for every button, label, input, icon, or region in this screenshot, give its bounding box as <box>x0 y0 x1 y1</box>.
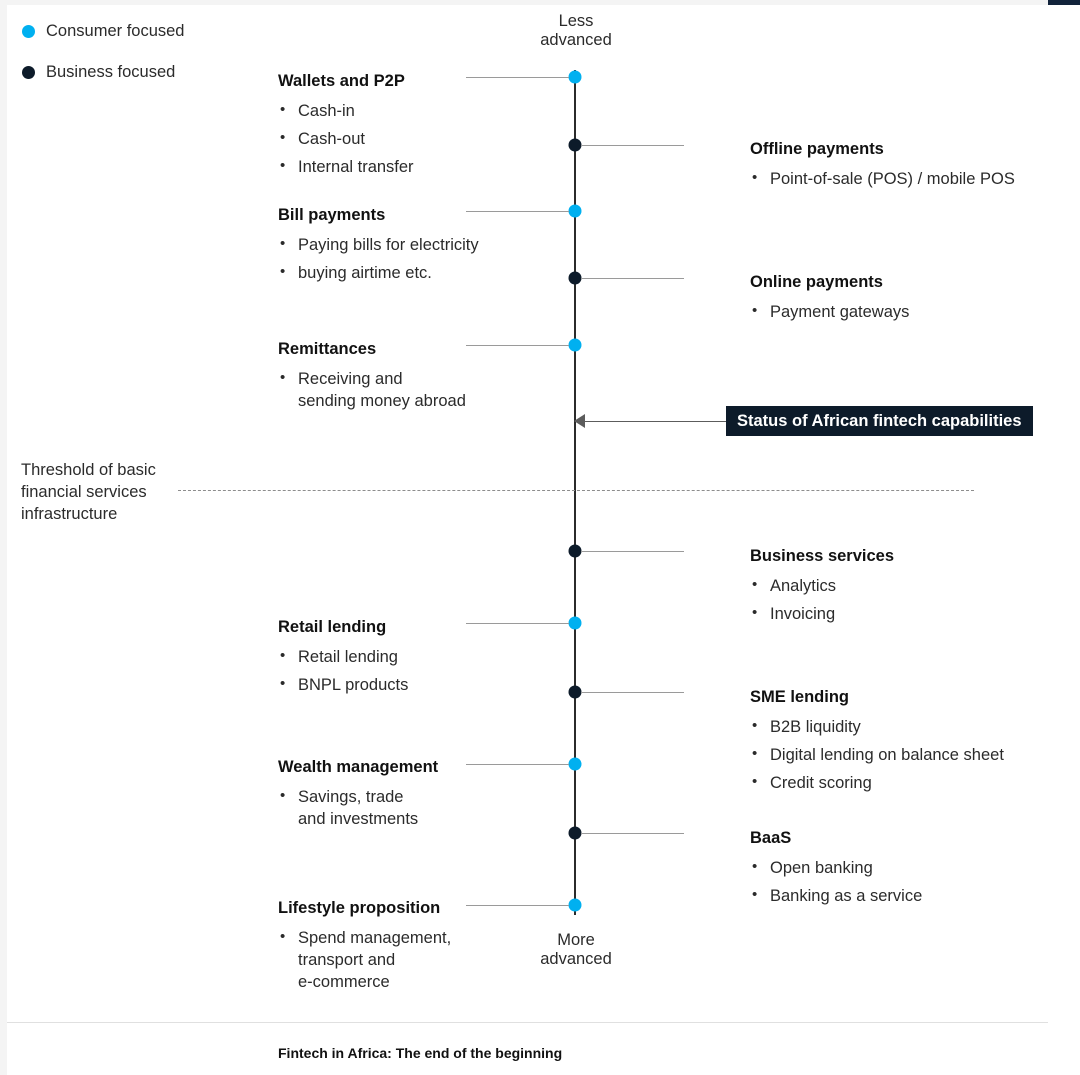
item-offline-payments <box>750 140 1050 196</box>
item-bullets-wealth-management <box>278 786 508 830</box>
item-title-retail-lending: Retail lending <box>278 618 387 636</box>
item-title-wallets-and-p2p: Wallets and P2P <box>278 72 405 90</box>
item-lifestyle-proposition <box>278 899 508 999</box>
connector-business-services <box>581 551 684 552</box>
bullet-line: Savings, trade <box>298 788 404 806</box>
node-dot-retail-lending[interactable] <box>569 617 582 630</box>
item-title-offline-payments: Offline payments <box>750 140 884 158</box>
footer-caption: Fintech in Africa: The end of the beginning <box>278 1045 563 1061</box>
item-bill-payments <box>278 206 508 290</box>
legend-label-business: Business focused <box>46 62 176 81</box>
bullet: • Cash-in <box>278 100 488 122</box>
bullet <box>278 368 508 412</box>
bullet-line: Receiving and <box>298 370 403 388</box>
item-title-online-payments: Online payments <box>750 273 883 291</box>
node-dot-bill-payments[interactable] <box>569 205 582 218</box>
business-dot-icon <box>22 66 35 79</box>
bullet: • buying airtime etc. <box>278 262 508 284</box>
connector-online-payments <box>581 278 684 279</box>
legend <box>22 18 185 100</box>
bullet: • Digital lending on balance sheet <box>750 744 1060 766</box>
connector-sme-lending <box>581 692 684 693</box>
node-dot-offline-payments[interactable] <box>569 139 582 152</box>
bullet <box>278 786 508 830</box>
axis-bottom-label-line2: advanced <box>540 950 612 968</box>
bullet: • Open banking <box>750 857 1050 879</box>
legend-item-consumer <box>22 18 185 44</box>
threshold-label-line1: Threshold of basic <box>21 461 156 479</box>
bullet: • B2B liquidity <box>750 716 1060 738</box>
item-bullets-retail-lending <box>278 646 508 696</box>
bullet: • Cash-out <box>278 128 488 150</box>
node-dot-wallets-and-p2p[interactable] <box>569 71 582 84</box>
status-callout-badge <box>726 406 1033 436</box>
item-bullets-remittances <box>278 368 508 412</box>
item-title-wealth-management: Wealth management <box>278 758 439 776</box>
item-wallets-and-p2p <box>278 72 488 184</box>
threshold-dashed-line <box>178 490 974 491</box>
item-title-sme-lending: SME lending <box>750 688 849 706</box>
item-bullets-wallets-and-p2p <box>278 100 488 178</box>
item-title-baas: BaaS <box>750 829 792 847</box>
item-remittances <box>278 340 508 418</box>
node-dot-remittances[interactable] <box>569 339 582 352</box>
item-business-services <box>750 547 1050 631</box>
item-title-bill-payments: Bill payments <box>278 206 386 224</box>
connector-baas <box>581 833 684 834</box>
item-baas <box>750 829 1050 913</box>
item-sme-lending <box>750 688 1060 800</box>
bullet: • BNPL products <box>278 674 508 696</box>
threshold-label <box>21 459 181 525</box>
axis-top-label <box>506 12 646 50</box>
bullet-line: transport and <box>298 951 396 969</box>
bullet: • Invoicing <box>750 603 1050 625</box>
callout-arrow-icon <box>574 414 585 428</box>
bullet: • Banking as a service <box>750 885 1050 907</box>
bullet-line: sending money abroad <box>298 392 466 410</box>
bullet: • Credit scoring <box>750 772 1060 794</box>
bullet: • Analytics <box>750 575 1050 597</box>
axis-top-label-line2: advanced <box>540 31 612 49</box>
node-dot-online-payments[interactable] <box>569 272 582 285</box>
item-online-payments <box>750 273 1050 329</box>
item-bullets-lifestyle-proposition <box>278 927 508 993</box>
node-dot-sme-lending[interactable] <box>569 686 582 699</box>
item-bullets-bill-payments <box>278 234 508 284</box>
status-callout-label: Status of African fintech capabilities <box>737 411 1022 430</box>
axis-top-label-line1: Less <box>558 12 594 30</box>
legend-label-consumer: Consumer focused <box>46 21 185 40</box>
item-bullets-baas <box>750 857 1050 907</box>
bullet: • Retail lending <box>278 646 508 668</box>
node-dot-wealth-management[interactable] <box>569 758 582 771</box>
connector-offline-payments <box>581 145 684 146</box>
threshold-label-line3: infrastructure <box>21 505 118 523</box>
node-dot-baas[interactable] <box>569 827 582 840</box>
item-bullets-online-payments <box>750 301 1050 323</box>
bullet: • Payment gateways <box>750 301 1050 323</box>
item-wealth-management <box>278 758 508 836</box>
item-title-business-services: Business services <box>750 547 895 565</box>
item-bullets-sme-lending <box>750 716 1060 794</box>
item-bullets-offline-payments <box>750 168 1050 190</box>
bullet: • Point-of-sale (POS) / mobile POS <box>750 168 1050 190</box>
footer-divider <box>7 1022 1048 1023</box>
node-dot-business-services[interactable] <box>569 545 582 558</box>
legend-item-business <box>22 59 185 85</box>
threshold-label-line2: financial services <box>21 483 147 501</box>
bullet: • Paying bills for electricity <box>278 234 508 256</box>
item-title-lifestyle-proposition: Lifestyle proposition <box>278 899 441 917</box>
bullet-line: e-commerce <box>298 973 390 991</box>
item-retail-lending <box>278 618 508 702</box>
node-dot-lifestyle-proposition[interactable] <box>569 899 582 912</box>
bullet <box>278 927 508 993</box>
callout-connector-line <box>584 421 726 422</box>
vertical-axis-line <box>574 70 576 915</box>
item-title-remittances: Remittances <box>278 340 377 358</box>
consumer-dot-icon <box>22 25 35 38</box>
bullet: • Internal transfer <box>278 156 488 178</box>
bullet-line: and investments <box>298 810 419 828</box>
item-bullets-business-services <box>750 575 1050 625</box>
axis-bottom-label-line1: More <box>557 931 595 949</box>
bullet-line: Spend management, <box>298 929 452 947</box>
axis-bottom-label <box>506 931 646 969</box>
